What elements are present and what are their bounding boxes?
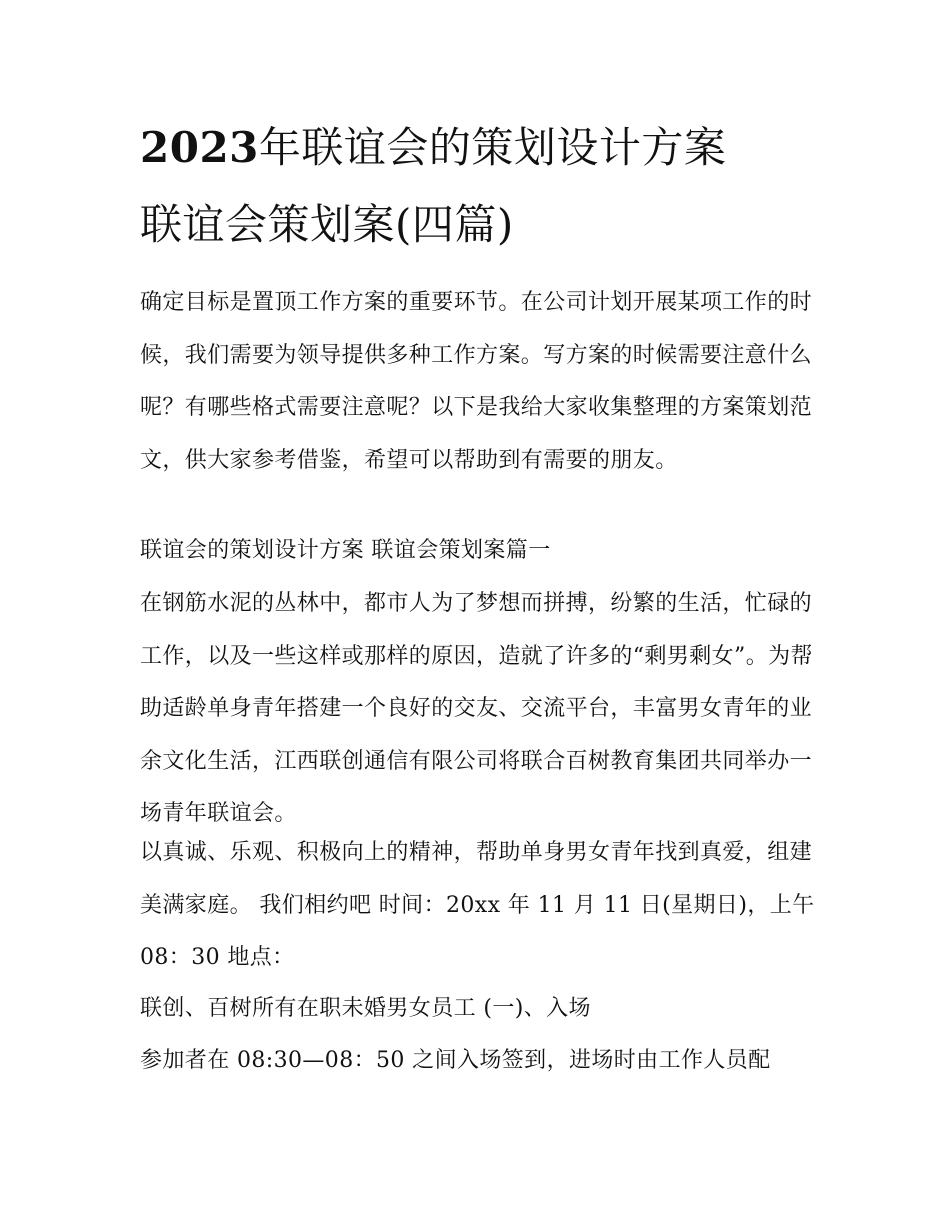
body-paragraph-background: 在钢筋水泥的丛林中，都市人为了梦想而拼搏，纷繁的生活，忙碌的工作，以及一些这样或那样的原因，造就了许多的“剩男剩女”。为帮助适龄单身青年搭建一个良好的交友、交流平台，丰富男女青年的业余文化生活，江西联创通信有限公司将联合百树教育集团共同举办一场青年联谊会。	[140, 591, 813, 826]
title-year: 2023	[140, 123, 259, 172]
title-line-1-text: 年联谊会的策划设计方案	[258, 123, 727, 172]
body-paragraph-purpose: 以真诚、乐观、积极向上的精神，帮助单身男女青年找到真爱，组建美满家庭。 我们相约吧 时间：20xx 年 11 月 11 日(星期日)，上午 08：30 地点：	[140, 840, 815, 970]
document-title-line-2: 联谊会策划案(四篇)	[140, 200, 514, 249]
intro-paragraph: 确定目标是置顶工作方案的重要环节。在公司计划开展某项工作的时候，我们需要为领导提供多种工作方案。写方案的时候需要注意什么呢？有哪些格式需要注意呢？以下是我给大家收集整理的方案策划范文，供大家参考借鉴，希望可以帮助到有需要的朋友。	[140, 290, 813, 473]
section-heading: 联谊会的策划设计方案 联谊会策划案篇一	[140, 538, 551, 563]
body-paragraph-entry: 参加者在 08:30—08：50 之间入场签到，进场时由工作人员配	[140, 1048, 771, 1073]
body-paragraph-participants: 联创、百树所有在职未婚男女员工 (一)、入场	[140, 996, 591, 1021]
document-title-line-1	[140, 118, 726, 178]
